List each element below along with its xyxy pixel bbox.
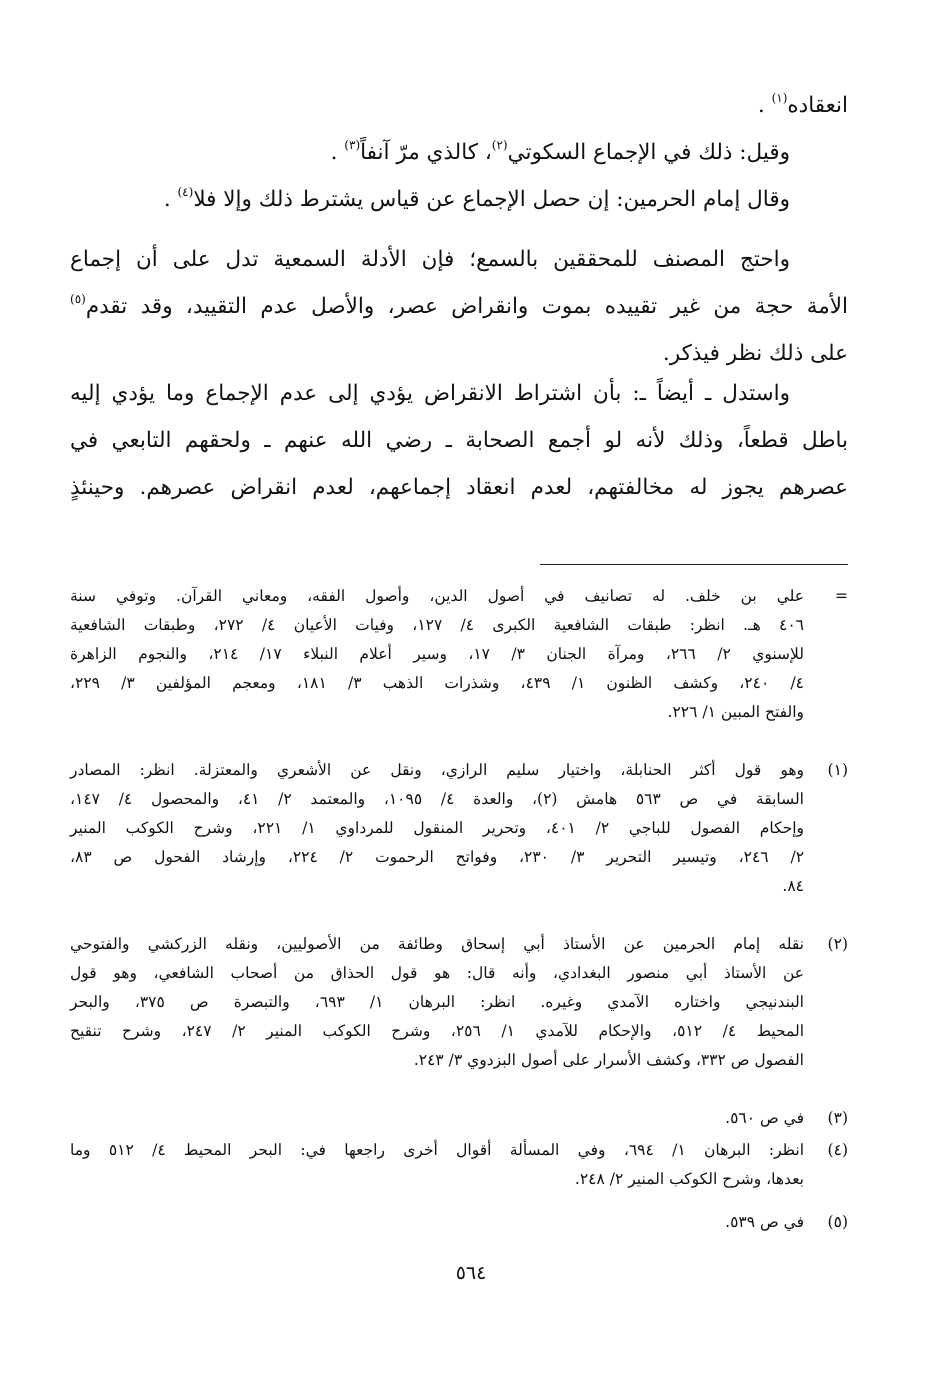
page-number: ٥٦٤ (455, 1262, 487, 1284)
footnote-number: (١) (827, 761, 848, 779)
footnote-4: (٤) انظر: البرهان ١/ ٦٩٤، وفي المسألة أقوال أخرى راجعها في: البحر المحيط ٤/ ٥١٢ وما بعدها، وشرح الكوكب المنير ٢/ ٢٤٨. (70, 1136, 848, 1208)
main-text (70, 82, 848, 223)
footnote-ref[interactable]: (٥) (70, 292, 86, 306)
footnote-2: (٢) نقله إمام الحرمين عن الأستاذ أبي إسحاق وطائفة من الأصوليين، ونقله الزركشي والفتوحي عن الأستاذ أبي منصور البغدادي، وأنه قال: هو قول الحذاق من أصحاب الشافعي، وهو قول البندنيجي واختاره الآمدي وغيره. انظر: البرهان ١/ ٦٩٣، والتبصرة ص ٣٧٥، والبحر المحيط ٤/ ٥١٢، والإحكام للآمدي ١/ ٢٥٦، وشرح الكوكب المنير ٢/ ٢٤٧، وشرح تنقيح الفصول ص ٣٣٢، وكشف الأسرار على أصول البزدوي ٣/ ٢٤٣. (70, 930, 848, 1104)
footnote-number: (٥) (827, 1213, 848, 1231)
text-line: على ذلك نظر فيذكر. (662, 341, 848, 366)
continuation-mark: = (835, 587, 848, 605)
footnote-3: (٣) في ص ٥٦٠. (70, 1104, 848, 1136)
text-line: وقيل: ذلك في الإجماع السكوتي$^{(٢)}$، كالذي مرّ آنفاً$^{(٣)}$ . (330, 138, 790, 165)
text-line: باطل قطعاً، وذلك لأنه لو أجمع الصحابة ـ رضي الله عنهم ـ ولحقهم التابعي في (70, 428, 848, 453)
text-line: واحتج المصنف للمحققين بالسمع؛ فإن الأدلة السمعية تدل على أن إجماع (70, 247, 790, 272)
text-line: انعقاده$^{(١)}$ . (757, 91, 848, 118)
footnote-number: (٣) (827, 1109, 848, 1127)
paragraph (70, 370, 848, 511)
text-line: واستدل ـ أيضاً ـ: بأن اشتراط الانقراض يؤدي إلى عدم الإجماع وما يؤدي إليه (70, 381, 790, 406)
text-line: وقال إمام الحرمين: إن حصل الإجماع عن قياس يشترط ذلك وإلا فلا$^{(٤)}$ . (163, 185, 790, 212)
footnote-1: (١) وهو قول أكثر الحنابلة، واختيار سليم الرازي، ونقل عن الأشعري والمعتزلة. انظر: المصادر السابقة في ص ٥٦٣ هامش (٢)، والعدة ٤/ ١٠٩٥، والمعتمد ٢/ ٤١، والمحصول ٤/ ١٤٧، وإحكام الفصول للباجي ٢/ ٤٠١، وتحرير المنقول للمرداوي ١/ ٢٢١، وشرح الكوكب المنير ٢/ ٢٤٦، وتيسير التحرير ٣/ ٢٣٠، وفواتح الرحموت ٢/ ٢٢٤، وإرشاد الفحول ص ٨٣، ٨٤. (70, 756, 848, 930)
text-line: عصرهم يجوز له مخالفتهم، لعدم انعقاد إجماعهم، لعدم انقراض عصرهم. وحينئذٍ (70, 475, 848, 500)
footnote-separator (540, 564, 848, 565)
footnote-ref[interactable]: (٣) (344, 138, 361, 152)
paragraph (70, 236, 848, 377)
footnote-ref[interactable]: (٤) (177, 185, 194, 199)
footnote-number: (٤) (827, 1141, 848, 1159)
footnote-ref[interactable]: (١) (771, 91, 788, 105)
footnotes (70, 582, 848, 1240)
text-line: الأمة حجة من غير تقييده بموت وانقراض عصر، والأصل عدم التقييد، وقد تقدم$^{(٥)}$ (70, 292, 848, 319)
footnote-continuation: = علي بن خلف. له تصانيف في أصول الدين، وأصول الفقه، ومعاني القرآن. وتوفي سنة ٤٠٦ هـ. انظر: طبقات الشافعية الكبرى ٤/ ١٢٧، وفيات الأعيان ٤/ ٢٧٢، وطبقات الشافعية للإسنوي ٢/ ٢٦٦، ومرآة الجنان ٣/ ١٧، وسير أعلام النبلاء ١٧/ ٢١٤، والنجوم الزاهرة ٤/ ٢٤٠، وكشف الظنون ١/ ٤٣٩، وشذرات الذهب ٣/ ١٨١، ومعجم المؤلفين ٣/ ٢٢٩، والفتح المبين ١/ ٢٢٦. (70, 582, 848, 756)
footnote-5: (٥) في ص ٥٣٩. (70, 1208, 848, 1240)
footnote-number: (٢) (827, 935, 848, 953)
footnote-ref[interactable]: (٢) (491, 138, 508, 152)
